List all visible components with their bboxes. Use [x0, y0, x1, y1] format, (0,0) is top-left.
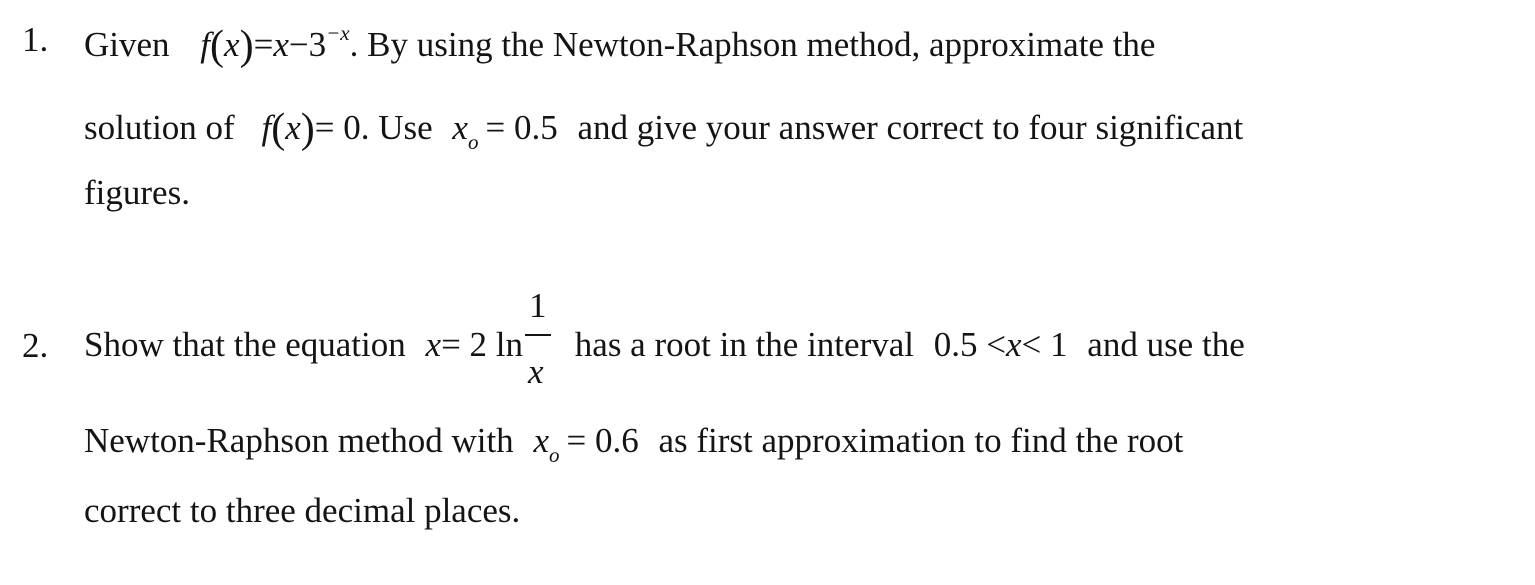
fraction-numerator: 1 [529, 286, 547, 325]
math-variable: x [224, 25, 240, 64]
question-1-line-3: figures. [84, 173, 190, 212]
math-variable: x [273, 25, 289, 64]
paren-close: ) [239, 23, 254, 69]
text: solution of [84, 108, 235, 147]
question-2-line-3: correct to three decimal places. [84, 491, 521, 530]
paren-close: ) [300, 106, 315, 152]
text: Given [84, 25, 170, 64]
paren-open: ( [271, 106, 286, 152]
equals-sign: = [253, 25, 274, 64]
math-subscript: o [467, 130, 479, 154]
question-2-line-2 [84, 421, 1184, 467]
fraction [525, 286, 551, 391]
math-variable: x [1005, 325, 1022, 364]
inequality-lower: 0.5 < [933, 325, 1006, 364]
text: has a root in the interval [574, 325, 914, 364]
math-base: 3 [308, 25, 327, 64]
math-variable: x [452, 108, 468, 147]
text: Newton-Raphson method with [84, 421, 514, 460]
text: and use the [1087, 325, 1245, 364]
equation-value: = 0.5 [485, 108, 558, 147]
fraction-bar [525, 334, 551, 336]
equation-expression: = 2 ln [441, 325, 524, 364]
question-number: 2. [22, 326, 49, 365]
minus-sign: − [288, 25, 309, 64]
math-variable: x [425, 325, 442, 364]
math-function-f: f [261, 108, 272, 147]
text: and give your answer correct to four significant [577, 108, 1244, 147]
text: as first approximation to find the root [658, 421, 1184, 460]
question-number: 1. [22, 20, 49, 59]
equation-value: = 0.6 [566, 421, 639, 460]
paren-open: ( [210, 23, 225, 69]
question-2-line-1 [84, 286, 1245, 391]
equation-value: = 0 [314, 108, 361, 147]
math-variable: x [285, 108, 301, 147]
fraction-denominator: x [528, 352, 544, 391]
text: Show that the equation [84, 325, 406, 364]
text: . Use [360, 108, 433, 147]
math-function-f: f [200, 25, 211, 64]
text: . By using the Newton-Raphson method, approximate the [349, 25, 1156, 64]
math-variable: x [533, 421, 549, 460]
inequality-upper: < 1 [1021, 325, 1068, 364]
question-1-line-2 [84, 105, 1244, 154]
question-1-line-1 [84, 21, 1156, 69]
math-subscript: o [548, 443, 560, 467]
math-exponent: −x [326, 21, 350, 45]
